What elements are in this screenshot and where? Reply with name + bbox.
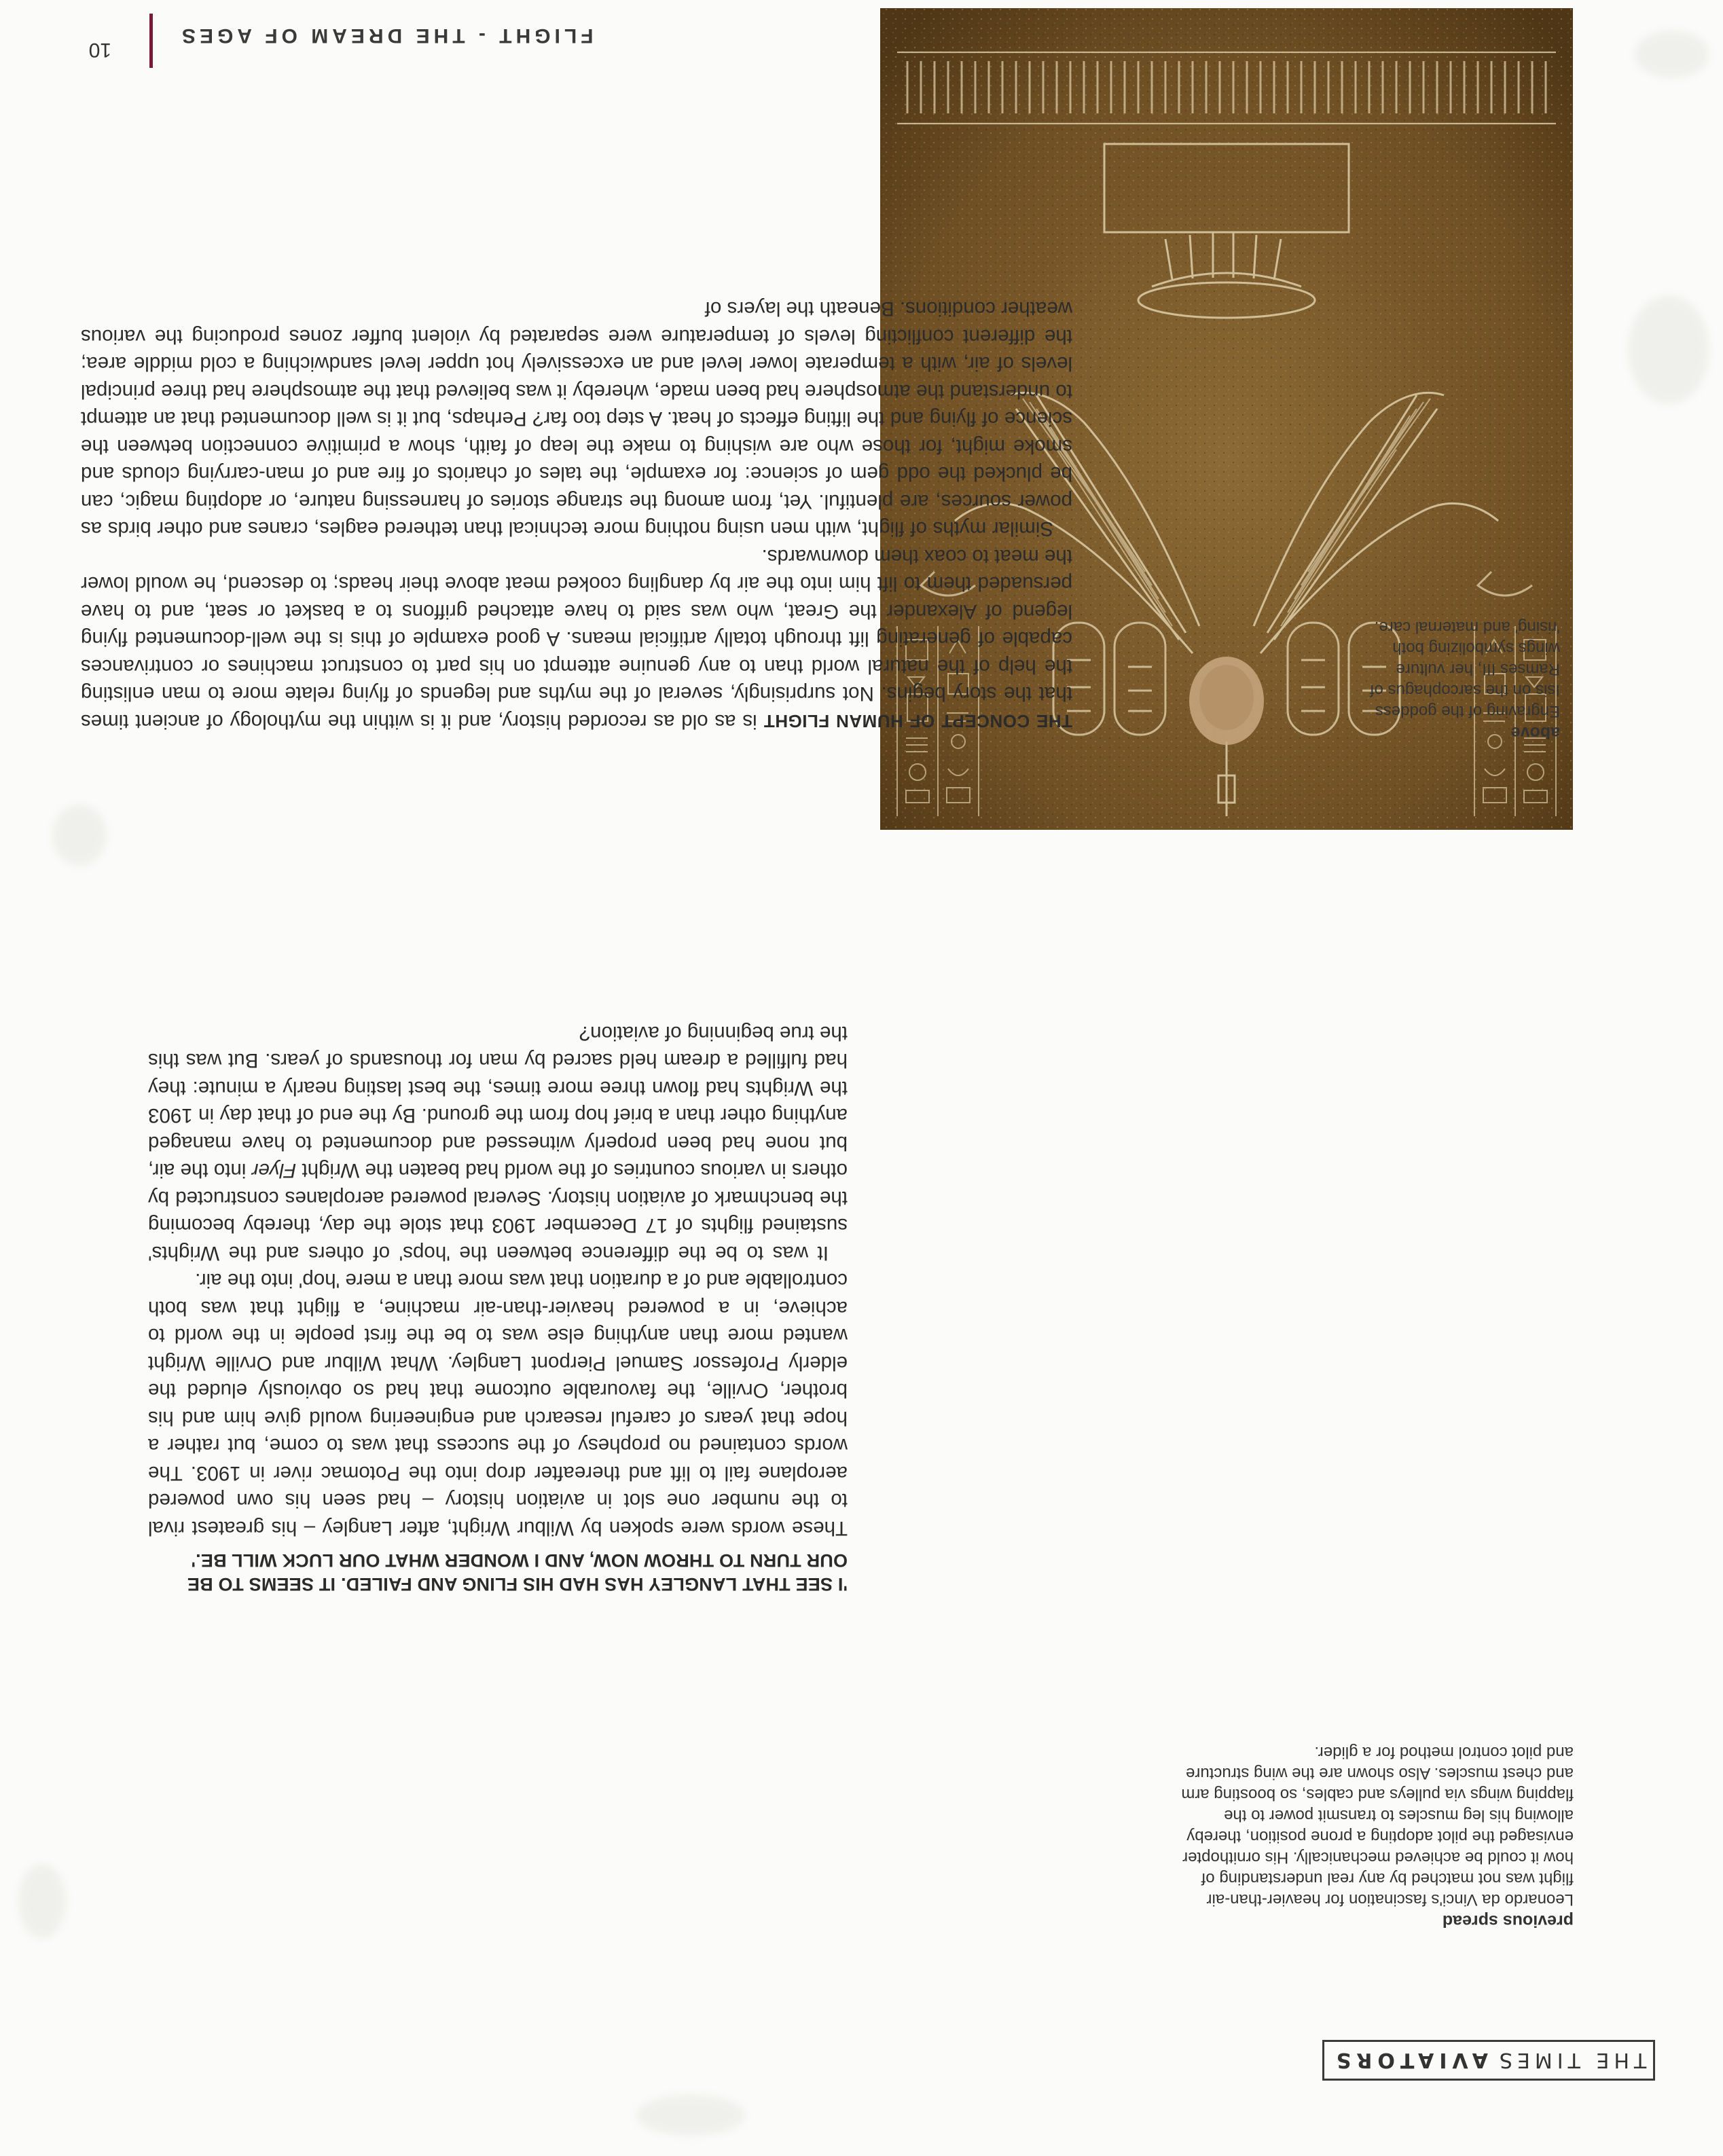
body-paragraph: These words were spoken by Wilbur Wright, after Langley – his greatest rival to the number one slot in aviation history – had seen his own powered aeroplane fail to lift and thereafter drop into the Potomac river in 1903. The words contained no prophesy of the success that was to come, but rather a hope that years of careful research and engineering would give him and his brother, Orville, the favourable outcome that had so obviously eluded the elderly Professor Samuel Pierpont Langley. What Wilbur and Orville Wright wanted more than anything else was to be the first people in the world to achieve, in a powered heavier-than-air machine, a flight that was both controllable and of a duration that was more than a mere 'hop' into the air. — [148, 1269, 848, 1539]
caption-above — [1366, 617, 1560, 743]
body-text: into the air, but none had been properly witnessed and documented to have managed anything other than a brief hop from the ground. By the end of that day in 1903 the Wrights had flown three more times, the best lasting nearly a minute: they had fulfilled a dream held sacred by man for thousands of years. But was this the true beginning of aviation? — [147, 1022, 848, 1182]
brand-aviators: AVIATORS — [1330, 2048, 1488, 2072]
article-column-quote — [148, 1019, 848, 1596]
paper-smudge — [1635, 31, 1709, 78]
brand-box — [1322, 2040, 1655, 2081]
body-paragraph — [148, 1019, 848, 1267]
body-paragraph: Similar myths of flight, with men using nothing more technical than tethered eagles, cranes and other birds as power sources, are plentiful. Yet, from among the strange stories of harnessing nature, or adopting magic, can be plucked the odd gem of science: for example, the tales of chariots of fire and of man-carrying clouds and smoke might, for those who are wishing to make the leap of faith, show a primitive connection between the science of flying and the lifting effects of heat. A step too far? Perhaps, but it is well documented that an attempt to understand the atmosphere had been made, whereby it was believed that the atmosphere had three principal levels of air, with a temperate lower level and an excessively hot upper level sandwiching a cold middle area; the different conflicting levels of temperature were separated by violent buffer zones producing the various weather conditions. Beneath the layers of — [81, 297, 1072, 541]
caption-text: Engraving of the goddess Isis on the sarcophagus of Ramses III, her vulture wings symbolizing both 'rising' and maternal care. — [1369, 618, 1560, 720]
paper-smudge — [18, 1864, 66, 1939]
paper-smudge — [52, 805, 107, 866]
flyer-italic: Flyer — [251, 1159, 297, 1182]
caption-previous-spread — [1173, 1742, 1574, 1931]
folio-divider — [149, 14, 153, 68]
caption-text: Leonardo da Vinci's fascination for heavier-than-air flight was not matched by any real understanding of how it could be achieved mechanically. His ornithopter envisaged the pilot adopting a prone position, thereby allowing his leg muscles to transmit power to the flapping wings via pulleys and cables, so boosting arm and chest muscles. Also shown are the wing structure and pilot control method for a glider. — [1181, 1743, 1574, 1909]
page-number: 10 — [88, 39, 111, 61]
lead-in: THE CONCEPT OF HUMAN FLIGHT — [763, 711, 1072, 731]
paper-smudge — [636, 2095, 745, 2136]
brand-the-times: THE TIMES — [1494, 2048, 1647, 2072]
caption-heading: above — [1510, 723, 1560, 742]
paper-smudge — [1628, 295, 1709, 404]
caption-heading: previous spread — [1442, 1912, 1574, 1931]
body-paragraph — [81, 543, 1072, 735]
body-text: It was to be the difference between the 'hops' of others and the Wrights' sustained flights of 17 December 1903 that stole the day, thereby becoming the benchmark of aviation history. Several powered aeroplanes constructed by others in various countries of the world had beaten the Wright — [148, 1159, 848, 1264]
body-text: is as old as recorded history, and it is within the mythology of ancient times that the story begins. Not surprisingly, several of the myths and legends of flying relate more to man enlisting the help of the natural world than to any genuine attempt on his part to construct machines or contrivances capable of generating lift through totally artificial means. A good example of this is the well-documented flying legend of Alexander the Great, who was said to have attached griffons to a basket or seat, and to have persuaded them to lift him into the air by dangling cooked meat above their heads; to descend, he would lower the meat to coax them downwards. — [81, 545, 1072, 733]
running-head: FLIGHT - THE DREAM OF AGES — [178, 24, 594, 47]
article-column-main — [81, 295, 1072, 735]
pull-quote: 'I SEE THAT LANGLEY HAS HAD HIS FLING AND FAILED. IT SEEMS TO BE OUR TURN TO THROW NOW, AND I WONDER WHAT OUR LUCK WILL BE.' — [187, 1550, 848, 1594]
